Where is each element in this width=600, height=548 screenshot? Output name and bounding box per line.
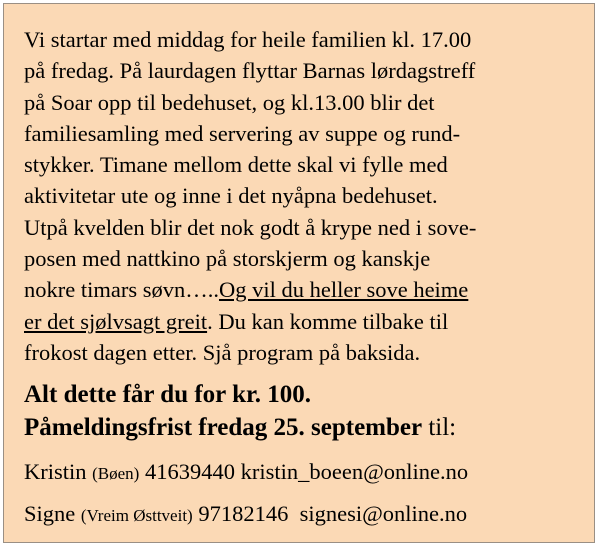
deadline-suffix: til: bbox=[422, 414, 457, 442]
description-line: stykker. Timane mellom dette skal vi fylle med bbox=[24, 152, 448, 178]
description-line: frokost dagen etter. Sjå program på baksida. bbox=[24, 339, 421, 365]
contact-email: kristin_boeen@online.no bbox=[240, 459, 469, 485]
description-line: familiesamling med servering av suppe og rund- bbox=[24, 120, 461, 146]
contact-signe bbox=[24, 494, 584, 536]
contact-phone: 97182146 bbox=[198, 501, 289, 527]
contact-email: signesi@online.no bbox=[299, 501, 468, 527]
contact-kristin bbox=[24, 452, 584, 494]
description-line bbox=[24, 306, 584, 337]
contact-name: Kristin bbox=[24, 459, 87, 485]
deadline-text: Påmeldingsfrist fredag 25. september bbox=[24, 414, 423, 442]
contact-list bbox=[24, 452, 584, 536]
description-line: på Soar opp til bedehuset, og kl.13.00 blir det bbox=[24, 89, 435, 115]
sleep-home-note-cont: er det sjølvsagt greit bbox=[24, 308, 208, 334]
contact-name: Signe bbox=[24, 501, 76, 527]
sleep-home-note: Og vil du heller sove heime bbox=[218, 277, 469, 303]
price-line: Alt dette får du for kr. 100. bbox=[24, 381, 312, 409]
contact-place: (Vreim Østtveit) bbox=[80, 506, 193, 526]
info-box bbox=[3, 3, 595, 543]
info-content bbox=[24, 24, 584, 536]
description-line: Utpå kvelden blir det nok godt å krype ned i sove- bbox=[24, 214, 477, 240]
deadline-line bbox=[24, 411, 584, 444]
description-line: aktivitetar ute og inne i det nyåpna bedehuset. bbox=[24, 183, 438, 209]
description-text: . Du kan komme tilbake til bbox=[207, 308, 449, 334]
description-line: posen med nattkino på storskjerm og kanskje bbox=[24, 246, 431, 272]
description-line: på fredag. På laurdagen flyttar Barnas lørdagstreff bbox=[24, 58, 476, 84]
contact-phone: 41639440 bbox=[144, 459, 235, 485]
description-line: Vi startar med middag for heile familien kl. 17.00 bbox=[24, 27, 472, 52]
description-text: nokre timars søvn….. bbox=[24, 277, 219, 303]
contact-place: (Bøen) bbox=[92, 464, 140, 484]
event-description bbox=[24, 24, 584, 368]
description-line bbox=[24, 274, 584, 305]
